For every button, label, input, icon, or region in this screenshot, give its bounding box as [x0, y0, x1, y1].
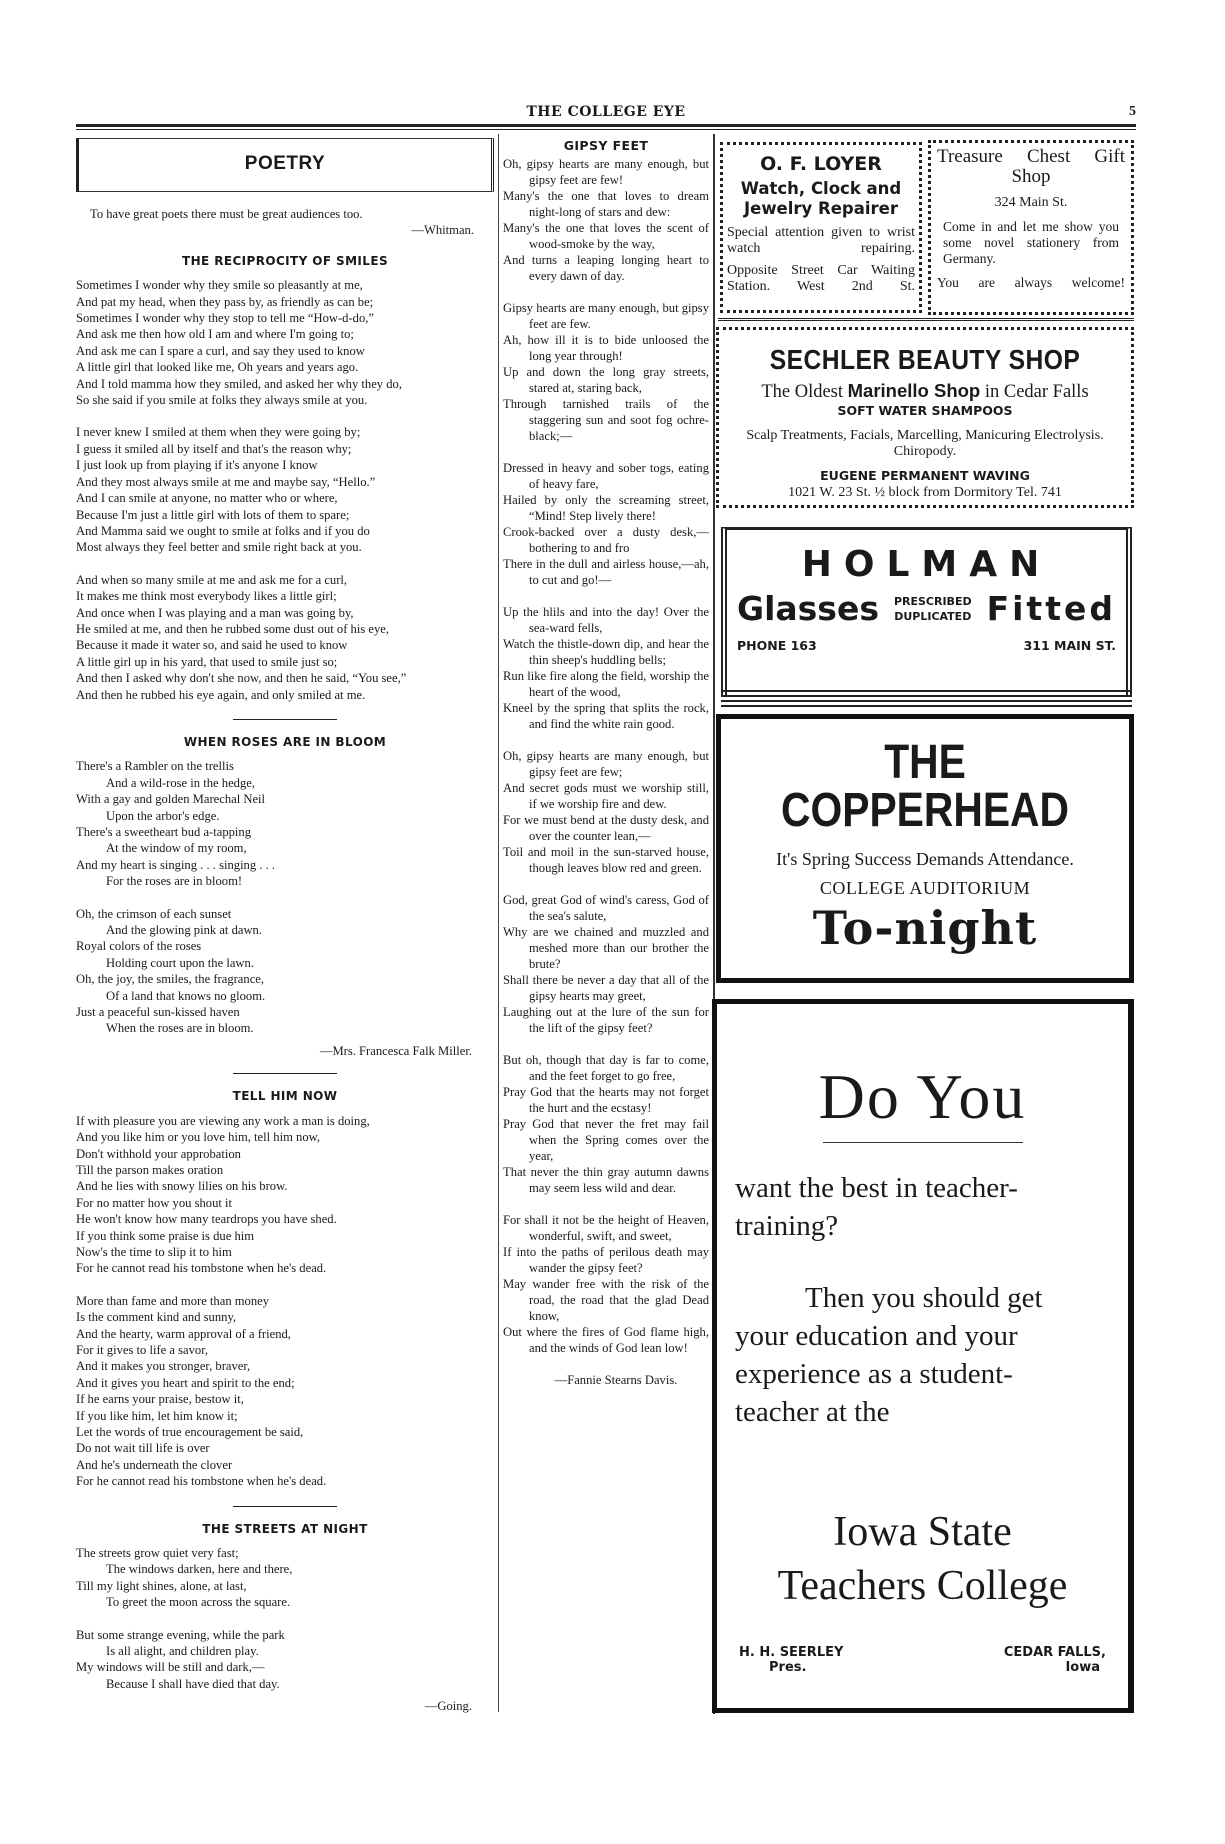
poem-line: So she said if you smile at folks they always smile at you.	[76, 393, 368, 408]
masthead-rule-thin	[76, 129, 1136, 130]
poem-line: The streets grow quiet very fast;	[76, 1546, 239, 1561]
body-line: Then you should get	[805, 1282, 1043, 1314]
poem-stanza	[76, 1627, 494, 1693]
poem-stanza	[503, 1212, 709, 1356]
teachers-college-ad	[712, 999, 1134, 1713]
masthead	[76, 104, 1136, 124]
poem-line: Gipsy hearts are many enough, but gipsy feet are few.	[503, 301, 710, 331]
poem-line: There's a Rambler on the trellis	[76, 759, 234, 774]
poem-line: And secret gods must we worship still, if we worship fire and dew.	[503, 781, 709, 811]
poem-line: If he earns your praise, bestow it,	[76, 1392, 244, 1407]
poem-line: If you think some praise is due him	[76, 1228, 255, 1243]
poem-stanza	[503, 300, 709, 444]
poem-line: Most always they feel better and smile right back at you.	[76, 540, 362, 555]
title-main: COPPERHEAD	[781, 784, 1069, 837]
glasses-word: Glasses	[737, 589, 879, 628]
poem-line: And Mamma said we ought to smile at folks and if you do	[76, 523, 370, 538]
poem-line: And a wild-rose in the hedge,	[106, 775, 255, 790]
rule	[721, 700, 1132, 702]
poem-line: At the window of my room,	[106, 841, 247, 856]
poem-line: Just a peaceful sun-kissed haven	[76, 1005, 240, 1020]
poem-line: But oh, though that day is far to come, and the feet forget to go free,	[503, 1053, 709, 1083]
poem-line: Watch the thistle-down dip, and hear the thin sheep's huddling bells;	[503, 637, 709, 667]
poem-line: For it gives to life a savor,	[76, 1342, 209, 1357]
ad-title	[752, 736, 1099, 837]
holman-ad	[721, 527, 1132, 697]
ad-services: Scalp Treatments, Facials, Marcelling, Manicuring Electrolysis. Chiropody.	[746, 428, 1104, 459]
president	[739, 1645, 843, 1675]
poem-line: I guess it smiled all by itself and that's the reason why;	[76, 441, 352, 456]
poem-stanza	[503, 892, 709, 1036]
ad-tagline: It's Spring Success Demands Attendance.	[776, 849, 1074, 869]
epigraph-attribution: —Whitman.	[411, 223, 474, 238]
ad-name: Treasure Chest Gift Shop	[937, 146, 1125, 187]
poem-stanza	[76, 572, 494, 703]
poem-line: And the hearty, warm approval of a friend,	[76, 1326, 291, 1341]
poem-line: A little girl up in his yard, that used to smile just so;	[76, 654, 338, 669]
poem-line: And pat my head, when they pass by, as friendly as can be;	[76, 294, 374, 309]
poem-attribution: —Fannie Stearns Davis.	[554, 1373, 678, 1387]
poem-line: And then I asked why don't she now, and then he said, “You see,”	[76, 671, 407, 686]
ad-text: Come in and let me show you some novel stationery from Germany.	[943, 219, 1119, 266]
poem-line: For no matter how you shout it	[76, 1195, 233, 1210]
ad-footer	[727, 638, 1126, 653]
poem-line: Run like fire along the field, worship the heart of the wood,	[503, 669, 709, 699]
tagline-b: Marinello Shop	[847, 380, 981, 401]
poem-line: He won't know how many teardrops you have shed.	[76, 1212, 337, 1227]
poem-line: Many's the one that loves to dream night-long of stars and dew:	[503, 189, 709, 219]
school-name	[717, 1505, 1128, 1613]
copperhead-ad	[716, 714, 1134, 983]
ad-headline	[727, 589, 1126, 628]
poem-line: And you like him or you love him, tell him now,	[76, 1130, 321, 1145]
poem-line: Because I'm just a little girl with lots of them to spare;	[76, 507, 350, 522]
poem-line: Out where the fires of God flame high, and the winds of God lean low!	[503, 1325, 709, 1355]
poem-line: Laughing out at the lure of the sun for the lift of the gipsy feet?	[503, 1005, 709, 1035]
poem-line: And turns a leaping longing heart to every dawn of day.	[503, 253, 709, 283]
ad-address: 324 Main St.	[994, 195, 1068, 210]
poem-title: GIPSY FEET	[563, 138, 649, 153]
poem-stanza	[76, 424, 494, 555]
poem-line: Oh, gipsy hearts are many enough, but gipsy feet are few!	[503, 157, 709, 187]
ad-question	[717, 1169, 1128, 1245]
poem-line: If you like him, let him know it;	[76, 1408, 238, 1423]
poem-title: WHEN ROSES ARE IN BLOOM	[183, 734, 387, 749]
poem-list	[76, 253, 494, 1715]
poem-line: Oh, the joy, the smiles, the fragrance,	[76, 972, 265, 987]
poem-line: Holding court upon the lawn.	[106, 955, 254, 970]
poem-line: If with pleasure you are viewing any work a man is doing,	[76, 1113, 370, 1128]
poem-line: I never knew I smiled at them when they were going by;	[76, 425, 361, 440]
poem-line: Is all alight, and children play.	[106, 1644, 259, 1659]
epigraph	[76, 206, 494, 239]
ad-address-b: West 2nd St.	[797, 279, 916, 294]
poem-attribution: —Going.	[424, 1699, 472, 1714]
poem-line: Let the words of true encouragement be said,	[76, 1425, 304, 1439]
poem-separator	[233, 1506, 337, 1507]
poem-line: Because I shall have died that day.	[106, 1676, 280, 1691]
poem-line: With a gay and golden Marechal Neil	[76, 792, 266, 807]
ad-text: Special attention given to wrist watch repairing.	[727, 225, 915, 256]
poem-line: Royal colors of the roses	[76, 939, 202, 954]
poem-line: For shall it not be the height of Heaven, wonderful, swift, and sweet,	[503, 1213, 709, 1243]
poem-line: Toil and moil in the sun-starved house, though leaves blow red and green.	[503, 845, 709, 875]
title-the: THE	[884, 736, 966, 789]
poem-body	[503, 156, 709, 1356]
poem-line: But some strange evening, while the park	[76, 1627, 285, 1642]
ad-address: 311 MAIN ST.	[1023, 638, 1116, 653]
rule	[721, 705, 1132, 707]
poem-line: If into the paths of perilous death may wander the gipsy feet?	[503, 1245, 709, 1275]
poem-line: And it gives you heart and spirit to the end;	[76, 1375, 295, 1390]
ad-welcome: You are always welcome!	[937, 275, 1125, 290]
ad-name: HOLMAN	[801, 544, 1052, 585]
body-line: teacher at the	[735, 1396, 890, 1428]
poem-line: Up the hlils and into the day! Over the sea-ward fells,	[503, 605, 709, 635]
poem-line: And when so many smile at me and ask me for a curl,	[76, 572, 348, 587]
poem-line: Till my light shines, alone, at last,	[76, 1578, 247, 1593]
poem-line: Kneel by the spring that splits the rock, and find the white rain good.	[503, 701, 709, 731]
poem-stanza	[76, 906, 494, 1037]
poem-line: Till the parson makes oration	[76, 1162, 224, 1177]
poem-line: Oh, the crimson of each sunset	[76, 906, 232, 921]
poem-line: He smiled at me, and then he rubbed some dust out of his eye,	[76, 621, 390, 636]
ad-tagline	[725, 380, 1125, 403]
body-line: your education and your	[735, 1320, 1018, 1352]
poem-line: Pray God that the hearts may not forget the hurt and the ecstasy!	[503, 1085, 709, 1115]
poem-line: Hailed by only the screaming street, “Mind! Step lively there!	[503, 493, 709, 523]
ad-address: 1021 W. 23 St. ½ block from Dormitory Tel. 741	[788, 485, 1062, 500]
poem-line: For he cannot read his tombstone when he's dead.	[76, 1474, 327, 1489]
rule	[721, 690, 1132, 692]
poem-line: Crook-backed over a dusty desk,—bothering to and fro	[503, 525, 709, 555]
section-header-box	[76, 138, 494, 192]
poem-line: And ask me then how old I am and where I'm going to;	[76, 327, 354, 342]
ad-waving: EUGENE PERMANENT WAVING	[820, 468, 1030, 483]
poem-line: And my heart is singing . . . singing . . .	[76, 857, 276, 872]
poem-line: Upon the arbor's edge.	[106, 808, 220, 823]
poem-line: And it makes you stronger, braver,	[76, 1359, 251, 1374]
section-title: POETRY	[244, 153, 326, 174]
poem-line: And once when I was playing and a man was going by,	[76, 605, 354, 620]
poem-line: And then he rubbed his eye again, and only smiled at me.	[76, 687, 366, 702]
city: CEDAR FALLS,	[1003, 1645, 1106, 1660]
poem-line: For he cannot read his tombstone when he's dead.	[76, 1261, 327, 1276]
poem-line: And the glowing pink at dawn.	[106, 923, 263, 938]
duplicated-word: DUPLICATED	[894, 609, 972, 623]
poem-line: And I can smile at anyone, no matter who or where,	[76, 491, 338, 506]
question-line: training?	[735, 1210, 839, 1242]
poem-title: TELL HIM NOW	[232, 1089, 338, 1104]
location	[1004, 1645, 1106, 1675]
gipsy-feet-poem	[503, 138, 709, 1388]
president-title: Pres.	[769, 1660, 807, 1675]
poem-line: Now's the time to slip it to him	[76, 1244, 232, 1259]
poem-line: And he lies with snowy lilies on his brow.	[76, 1179, 288, 1194]
poem-line: For the roses are in bloom!	[106, 874, 243, 889]
poem-stanza	[503, 604, 709, 732]
prescribed-word: PRESCRIBED	[893, 594, 972, 608]
divider	[823, 1142, 1023, 1143]
tagline-a: The Oldest	[761, 382, 844, 402]
masthead-rule	[76, 124, 1136, 127]
poem-line: And he's underneath the clover	[76, 1457, 233, 1472]
poem-line: Don't withhold your approbation	[76, 1146, 241, 1161]
poem-line: Oh, gipsy hearts are many enough, but gipsy feet are few;	[503, 749, 709, 779]
poem-line: The windows darken, here and there,	[106, 1562, 293, 1577]
fitted-word: Fitted	[986, 589, 1116, 628]
treasure-chest-ad	[928, 140, 1134, 315]
tagline-c: in Cedar Falls	[984, 382, 1089, 402]
poem-title: THE RECIPROCITY OF SMILES	[182, 253, 388, 268]
poem-line: It makes me think most everybody likes a little girl;	[76, 589, 337, 604]
ad-address-a: Opposite Street Car Waiting Station.	[727, 263, 915, 294]
poem-stanza	[76, 1545, 494, 1611]
rule	[721, 695, 1132, 697]
ad-phone: PHONE 163	[737, 638, 817, 653]
poem-line: When the roses are in bloom.	[106, 1021, 254, 1036]
prescribed-duplicated	[894, 594, 972, 624]
poem-stanza	[503, 460, 709, 588]
body-line: experience as a student-	[735, 1358, 1013, 1390]
poem-line: There's a sweetheart bud a-tapping	[76, 825, 252, 839]
poem-line: There in the dull and airless house,—ah, to cut and go!—	[503, 557, 709, 587]
sechler-beauty-ad	[716, 327, 1134, 508]
poem-line: Because it made it water so, and said he used to know	[76, 638, 348, 653]
poem-title: THE STREETS AT NIGHT	[202, 1521, 368, 1536]
poem-line: My windows will be still and dark,—	[76, 1660, 265, 1675]
poem-stanza	[76, 758, 494, 889]
poem-line: Sometimes I wonder why they stop to tell me “How-d-do,”	[76, 311, 374, 326]
poem-line: Up and down the long gray streets, stared at, staring back,	[503, 365, 709, 395]
school-line: Iowa State	[833, 1509, 1012, 1555]
poem-line: Sometimes I wonder why they smile so pleasantly at me,	[76, 278, 363, 293]
newspaper-title: THE COLLEGE EYE	[526, 104, 686, 120]
poem-line: And I told mamma how they smiled, and asked her why they do,	[76, 376, 402, 391]
ad-headline: Do You	[818, 1061, 1027, 1132]
poem-line: Why are we chained and muzzled and meshed more than our brother the brute?	[503, 925, 709, 971]
ad-when: To-night	[812, 901, 1038, 955]
question-line: want the best in teacher-	[735, 1172, 1018, 1204]
poem-line: Ah, how ill it is to bide unloosed the long year through!	[503, 333, 709, 363]
poem-line: A little girl that looked like me, Oh years and years ago.	[76, 360, 359, 375]
poem-line: Dressed in heavy and sober togs, eating of heavy fare,	[503, 461, 709, 491]
poem-stanza	[503, 156, 709, 284]
ad-tagline: Watch, Clock and Jewelry Repairer	[740, 179, 902, 218]
poem-line: God, great God of wind's caress, God of the sea's salute,	[503, 893, 709, 923]
poem-line: And they most always smile at me and maybe say, “Hello.”	[76, 474, 376, 489]
poem-line: That never the thin gray autumn dawns may seem less wild and dear.	[503, 1165, 709, 1195]
state: Iowa	[1065, 1660, 1100, 1675]
poem-line: To greet the moon across the square.	[106, 1595, 291, 1610]
poem-stanza	[76, 1293, 494, 1490]
ad-name: SECHLER BEAUTY SHOP	[769, 344, 1081, 375]
poem-line: Pray God that never the fret may fail when the Spring comes over the year,	[503, 1117, 709, 1163]
poem-separator	[233, 1073, 337, 1074]
poem-stanza	[503, 1052, 709, 1196]
poem-line: More than fame and more than money	[76, 1293, 270, 1308]
poem-line: I just look up from playing if it's anyone I know	[76, 458, 318, 473]
poem-line: Through tarnished trails of the staggering sun and soot fog ochre-black;—	[503, 397, 709, 443]
poem-stanza	[76, 1113, 494, 1277]
poem-line: Do not wait till life is over	[76, 1441, 210, 1456]
ad-footer	[717, 1645, 1128, 1675]
epigraph-text: To have great poets there must be great audiences too.	[90, 207, 363, 221]
poem-attribution: —Mrs. Francesca Falk Miller.	[319, 1043, 472, 1058]
poem-stanza	[503, 748, 709, 876]
ad-divider	[718, 318, 1134, 321]
poem-stanza	[76, 277, 494, 408]
page-number: 5	[1129, 104, 1136, 119]
ad-venue: COLLEGE AUDITORIUM	[819, 878, 1031, 898]
poem-line: May wander free with the risk of the road, the road that the glad Dead know,	[503, 1277, 709, 1323]
poem-line: Is the comment kind and sunny,	[76, 1310, 237, 1325]
poem-line: For we must bend at the dusty desk, and over the counter lean,—	[503, 813, 709, 843]
poem-line: Shall there be never a day that all of the gipsy hearts may greet,	[503, 973, 709, 1003]
poem-line: Many's the one that loves the scent of wood-smoke by the way,	[503, 221, 709, 251]
poem-line: Of a land that knows no gloom.	[106, 988, 266, 1003]
loyer-ad	[720, 142, 922, 313]
column-divider	[498, 134, 499, 1712]
school-line: Teachers College	[777, 1563, 1068, 1609]
poem-separator	[233, 719, 337, 720]
ad-name: O. F. LOYER	[760, 153, 882, 175]
president-name: H. H. SEERLEY	[739, 1645, 844, 1660]
ad-shampoo: SOFT WATER SHAMPOOS	[837, 403, 1013, 418]
poem-line: And ask me can I spare a curl, and say they used to know	[76, 343, 365, 358]
ad-address	[727, 263, 915, 295]
left-poetry-column	[76, 206, 494, 1715]
ad-body	[717, 1279, 1128, 1431]
